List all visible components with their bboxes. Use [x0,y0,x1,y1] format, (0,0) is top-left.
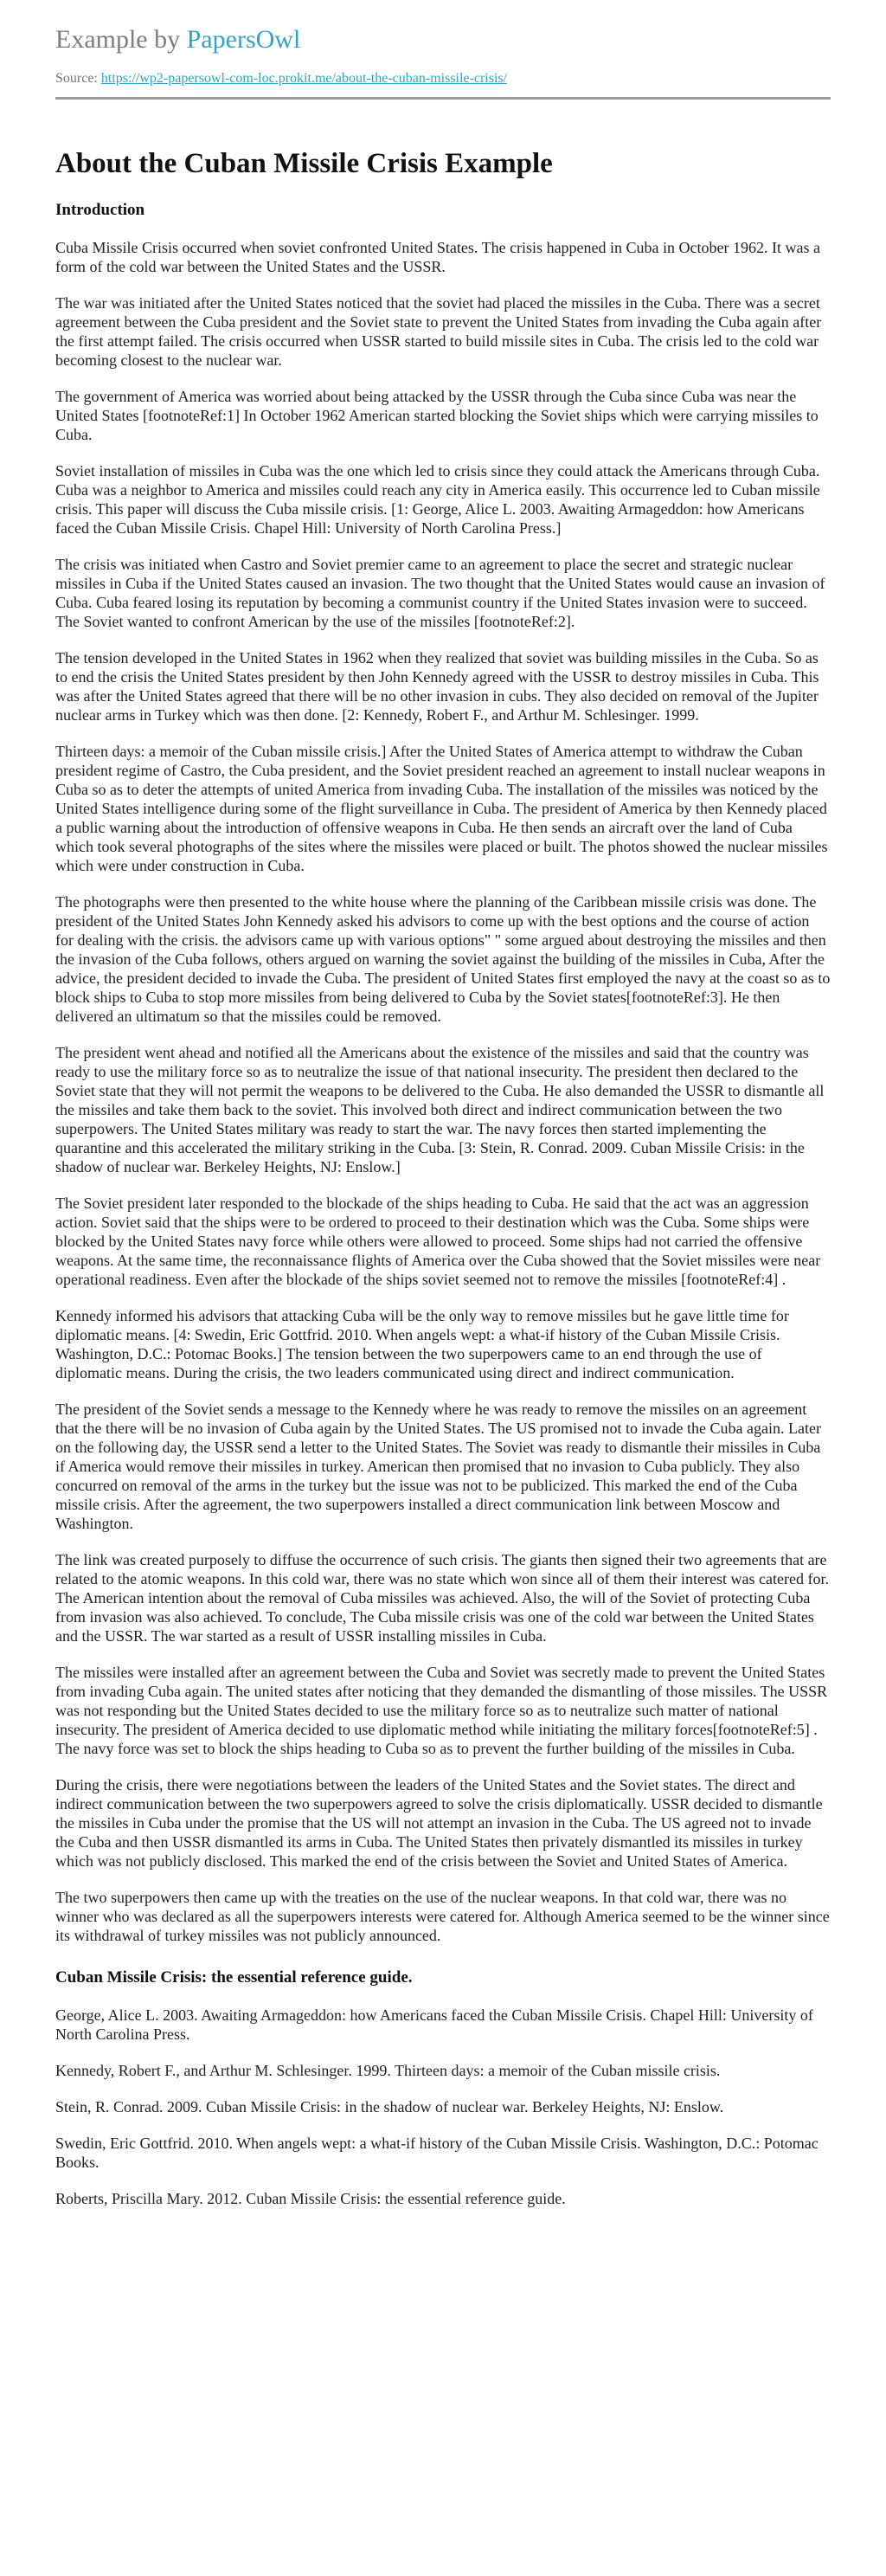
section-heading-introduction: Introduction [55,201,145,219]
reference-item: Stein, R. Conrad. 2009. Cuban Missile Crisis: in the shadow of nuclear war. Berkeley Heights, NJ: Enslow. [55,2098,724,2116]
paragraph: The Soviet president later responded to the blockade of the ships heading to Cuba. He said that the act was an aggression action. Soviet said that the ships were to be ordered to proceed to their destination which was the Cuba. Some ships were blocked by the United States navy force while others were allowed to proceed. Some ships had not carried the offensive weapons. At the same time, the reconnaissance flights of America over the Cuba showed that the Soviet missiles were near operational readiness. Even after the blockade of the ships soviet seemed not to remove the missiles [footnoteRef:4] . [55,1195,821,1288]
brand-name: PapersOwl [186,25,301,54]
article-body [55,146,831,2208]
reference-item: Swedin, Eric Gottfrid. 2010. When angels wept: a what-if history of the Cuban Missile Crisis. Washington, D.C.: Potomac Books. [55,2135,819,2171]
source-label: Source: [55,71,101,86]
site-header [55,23,831,100]
brand-prefix: Example by [55,25,187,54]
reference-item: George, Alice L. 2003. Awaiting Armageddon: how Americans faced the Cuban Missile Crisis. Chapel Hill: University of North Carolina Press. [55,2006,813,2043]
paragraph: The tension developed in the United States in 1962 when they realized that soviet was building missiles in the Cuba. So as to end the crisis the United States president by then John Kennedy agreed with the USSR to destroy missiles in Cuba. This was after the United States agreed that there will be no other invasion in cubs. They also decided on removal of the Jupiter nuclear arms in Turkey which was then done. [2: Kennedy, Robert F., and Arthur M. Schlesinger. 1999. [55,649,819,724]
paragraph: The government of America was worried about being attacked by the USSR through the Cuba since Cuba was near the United States [footnoteRef:1] In October 1962 American started blocking the Soviet ships which were carrying missiles to Cuba. [55,388,819,443]
source-link[interactable]: https://wp2-papersowl-com-loc.prokit.me/about-the-cuban-missile-crisis/ [100,71,508,86]
paragraph: The war was initiated after the United States noticed that the soviet had placed the missiles in the Cuba. There was a secret agreement between the Cuba president and the Soviet state to prevent the United States from invading the Cuba again after the first attempt failed. The crisis occurred when USSR started to build missile sites in Cuba. The crisis led to the cold war becoming closest to the nuclear war. [55,294,822,369]
paragraph: The president went ahead and notified all the Americans about the existence of the missiles and said that the country was ready to use the military force so as to neutralize the issue of that national insecurity. The president then declared to the Soviet state that they will not permit the weapons to be delivered to the Cuba. He also demanded the USSR to dismantle all the missiles and take them back to the soviet. This involved both direct and indirect communication between the two superpowers. The United States military was ready to start the war. The navy forces then started implementing the quarantine and this accelerated the military striking in the Cuba. [3: Stein, R. Conrad. 2009. Cuban Missile Crisis: in the shadow of nuclear war. Berkeley Heights, NJ: Enslow.] [55,1044,825,1175]
paragraph: The link was created purposely to diffuse the occurrence of such crisis. The giants then signed their two agreements that are related to the atomic weapons. In this cold war, there was no state which won since all of them their interest was catered for. The American intention about the removal of Cuba missiles was achieved. Also, the will of the Soviet of protecting Cuba from invasion was also achieved. To conclude, The Cuba missile crisis was one of the cold war between the United States and the USSR. The war started as a result of USSR installing missiles in Cuba. [55,1551,829,1645]
reference-item: Kennedy, Robert F., and Arthur M. Schlesinger. 1999. Thirteen days: a memoir of the Cuban missile crisis. [55,2062,721,2079]
paragraph: The two superpowers then came up with the treaties on the use of the nuclear weapons. In that cold war, there was no winner who was declared as all the superpowers interests were catered for. Although America seemed to be the winner since its withdrawal of turkey missiles was not publicly announced. [55,1889,830,1944]
paragraph: The photographs were then presented to the white house where the planning of the Caribbean missile crisis was done. The president of the United States John Kennedy asked his advisors to come up with the best options and the course of action for dealing with the crisis. the advisors came up with various options" " some argued about destroying the missiles and then the invasion of the Cuba follows, others argued on warning the soviet against the building of the missiles in Cuba, After the advice, the president decided to invade the Cuba. The president of United States first employed the navy at the coast so as to block ships to Cuba to stop more missiles from being delivered to Cuba by the Soviet states[footnoteRef:3]. He then delivered an ultimatum so that the missiles could be removed. [55,893,831,1025]
references-heading: Cuban Missile Crisis: the essential reference guide. [55,1968,413,1987]
paragraph: Thirteen days: a memoir of the Cuban missile crisis.] After the United States of America attempt to withdraw the Cuban president regime of Castro, the Cuba president, and the Soviet president reached an agreement to install nuclear weapons in Cuba so as to deter the attempts of united America from invading Cuba. The installation of the missiles was noticed by the United States intelligence during some of the flight surveillance in Cuba. The president of America by then Kennedy placed a public warning about the introduction of offensive weapons in Cuba. He then sends an aircraft over the land of Cuba which took several photographs of the sites where the missiles were placed or built. The photos showed the nuclear missiles which were under construction in Cuba. [55,743,828,874]
brand-logo[interactable] [55,23,831,57]
reference-item: Roberts, Priscilla Mary. 2012. Cuban Missile Crisis: the essential reference guide. [55,2190,566,2207]
paragraph: Kennedy informed his advisors that attacking Cuba will be the only way to remove missiles but he gave little time for diplomatic means. [4: Swedin, Eric Gottfrid. 2010. When angels wept: a what-if history of the Cuban Missile Crisis. Washington, D.C.: Potomac Books.] The tension between the two superpowers came to an end through the use of diplomatic means. During the crisis, the two leaders communicated using direct and indirect communication. [55,1307,789,1381]
paragraph: Soviet installation of missiles in Cuba was the one which led to crisis since they could attack the Americans through Cuba. Cuba was a neighbor to America and missiles could reach any city in America easily. This occurrence led to Cuban missile crisis. This paper will discuss the Cuba missile crisis. [1: George, Alice L. 2003. Awaiting Armageddon: how Americans faced the Cuban Missile Crisis. Chapel Hill: University of North Carolina Press.] [55,462,820,537]
page-title: About the Cuban Missile Crisis Example [55,148,553,179]
paragraph: The president of the Soviet sends a message to the Kennedy where he was ready to remove the missiles on an agreement that the there will be no invasion of Cuba again by the United States. The US promised not to invade the Cuba again. Later on the following day, the USSR send a letter to the United States. The Soviet was ready to dismantle their missiles in Cuba if America would remove their missiles in turkey. American then promised that no invasion to Cuba publicly. They also concurred on removal of the arms in the turkey but the issue was not to be publicized. This marked the end of the Cuba missile crisis. After the agreement, the two superpowers installed a direct communication link between Moscow and Washington. [55,1401,821,1532]
paragraph: During the crisis, there were negotiations between the leaders of the United States and the Soviet states. The direct and indirect communication between the two superpowers agreed to solve the crisis diplomatically. USSR decided to dismantle the missiles in Cuba under the promise that the US will not attempt an invasion in the Cuba. The US agreed not to invade the Cuba and then USSR dismantled its arms in Cuba. The United States then privately dismantled its missiles in turkey which was not publicly disclosed. This marked the end of the crisis between the Soviet and United States of America. [55,1776,823,1870]
document-page [55,0,831,2208]
paragraph: The missiles were installed after an agreement between the Cuba and Soviet was secretly made to prevent the United States from invading Cuba again. The united states after noticing that they demanded the dismantling of those missiles. The USSR was not responding but the United States decided to use the military force so as to neutralize such matter of national insecurity. The president of America decided to use diplomatic method while initiating the military forces[footnoteRef:5] . The navy force was set to block the ships heading to Cuba so as to prevent the further building of the missiles in Cuba. [55,1664,828,1757]
header-divider [55,97,831,100]
paragraph: The crisis was initiated when Castro and Soviet premier came to an agreement to place the secret and strategic nuclear missiles in Cuba if the United States caused an invasion. The two thought that the United States would cause an invasion of Cuba. Cuba feared losing its reputation by becoming a communist country if the United States invasion were to succeed. The Soviet wanted to confront American by the use of the missiles [footnoteRef:2]. [55,556,825,630]
paragraph: Cuba Missile Crisis occurred when soviet confronted United States. The crisis happened in Cuba in October 1962. It was a form of the cold war between the United States and the USSR. [55,239,820,275]
source-line [55,69,831,88]
